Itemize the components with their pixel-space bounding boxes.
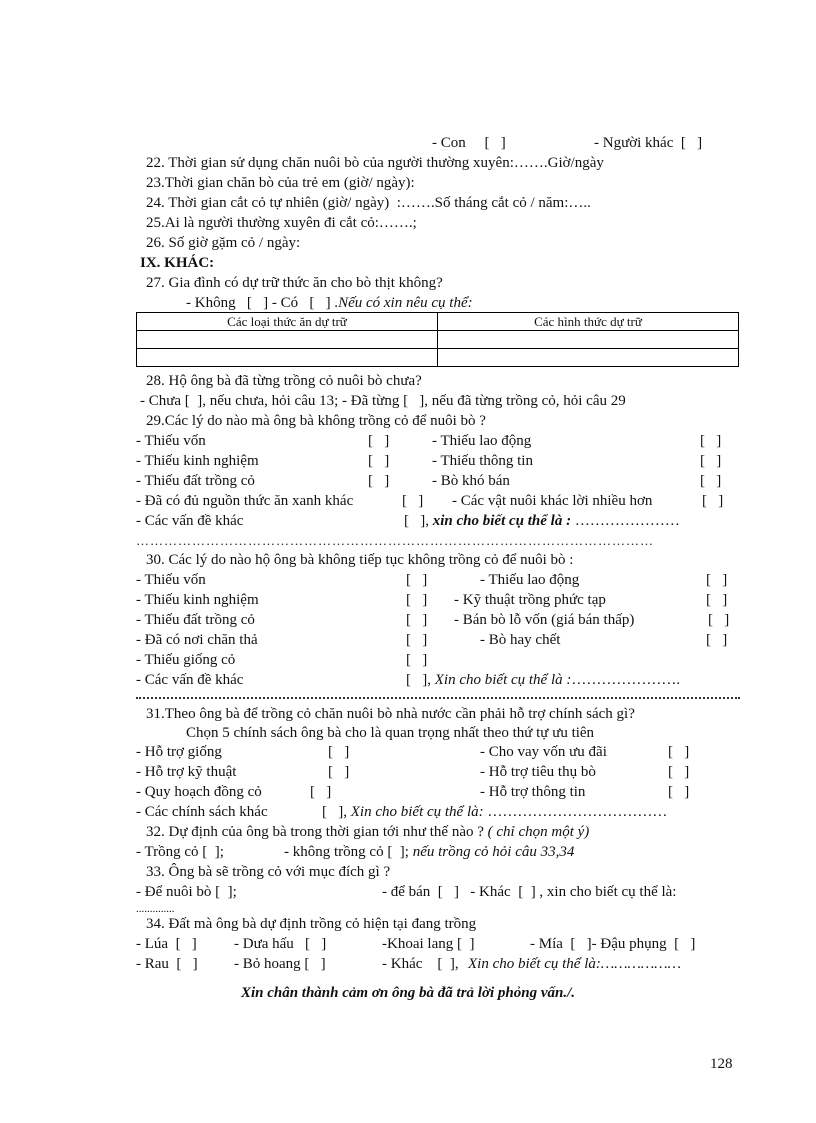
option-con: - Con [ ] xyxy=(432,135,506,151)
q33-option-1[interactable]: - Để nuôi bò [ ]; xyxy=(136,884,237,900)
q30-left-box[interactable]: [ ] xyxy=(406,612,428,628)
q31-right-label: - Hỗ trợ tiêu thụ bò xyxy=(480,764,596,780)
q29-left-box[interactable]: [ ] xyxy=(402,493,424,509)
q29-dots-line: ………………………………………………………………………………………………… xyxy=(136,533,654,548)
q29-other-note: xin cho biết cụ thể là : xyxy=(429,513,572,529)
option-nguoi-khac: - Người khác [ ] xyxy=(594,135,703,151)
page-number: 128 xyxy=(710,1056,733,1072)
q29-left-label: - Thiếu vốn xyxy=(136,433,206,449)
table-row xyxy=(137,349,739,367)
q29-left-box[interactable]: [ ] xyxy=(368,473,390,489)
q32-opt2-note: nếu trồng cỏ hỏi câu 33,34 xyxy=(412,844,575,860)
table-row xyxy=(137,331,739,349)
q30-right-box[interactable]: [ ] xyxy=(706,572,728,588)
q31-right-label: - Cho vay vốn ưu đãi xyxy=(480,744,607,760)
q34-option[interactable]: - Mía [ ]- Đậu phụng [ ] xyxy=(530,936,696,952)
section-heading: IX. KHÁC: xyxy=(140,255,215,271)
q30-right-label: - Bò hay chết xyxy=(480,632,561,648)
storage-table xyxy=(136,312,739,367)
q31-other-dots: ……………………………… xyxy=(483,804,668,820)
q30-other-label: - Các vấn đề khác xyxy=(136,672,244,688)
q31-right-box[interactable]: [ ] xyxy=(668,744,690,760)
q31-other-line xyxy=(322,803,667,821)
q32-note: ( chỉ chọn một ý) xyxy=(487,824,590,840)
q34-option[interactable]: - Dưa hấu [ ] xyxy=(234,936,327,952)
q30-left-box[interactable]: [ ] xyxy=(406,652,428,668)
q30-other-box[interactable]: [ ], xyxy=(406,672,431,688)
question-33: 33. Ông bà sẽ trồng cỏ với mục đích gì ? xyxy=(146,864,391,880)
table-header: Các hình thức dự trữ xyxy=(438,313,739,331)
question-27: 27. Gia đình có dự trữ thức ăn cho bò thịt không? xyxy=(146,275,443,291)
q32-text: 32. Dự định của ông bà trong thời gian tới như thế nào ? xyxy=(146,824,488,840)
q30-left-box[interactable]: [ ] xyxy=(406,632,428,648)
table-cell[interactable] xyxy=(137,331,438,349)
q30-right-box[interactable]: [ ] xyxy=(708,612,730,628)
q32-option-1[interactable]: - Trồng cỏ [ ]; xyxy=(136,844,224,860)
q31-left-box[interactable]: [ ] xyxy=(328,764,350,780)
question-24: 24. Thời gian cắt cỏ tự nhiên (giờ/ ngày) :…….Số tháng cắt cỏ / năm:….. xyxy=(146,195,591,211)
q30-right-box[interactable]: [ ] xyxy=(706,592,728,608)
q29-left-box[interactable]: [ ] xyxy=(368,453,390,469)
question-26: 26. Số giờ gặm cỏ / ngày: xyxy=(146,235,301,251)
q29-other-label: - Các vấn đề khác xyxy=(136,513,244,529)
question-22: 22. Thời gian sử dụng chăn nuôi bò của người thường xuyên:…….Giờ/ngày xyxy=(146,155,604,171)
q27-note: Nếu có xin nêu cụ thể: xyxy=(338,295,473,311)
q29-other-box[interactable]: [ ], xyxy=(404,513,429,529)
q29-right-label: - Thiếu thông tin xyxy=(432,453,533,469)
q30-other-line xyxy=(406,671,680,689)
question-25: 25.Ai là người thường xuyên đi cắt cỏ:…….; xyxy=(146,215,417,231)
q31-left-box[interactable]: [ ] xyxy=(310,784,332,800)
q30-right-label: - Kỹ thuật trồng phức tạp xyxy=(454,592,606,608)
q31-left-label: - Hỗ trợ kỹ thuật xyxy=(136,764,237,780)
q30-left-label: - Thiếu đất trồng cỏ xyxy=(136,612,255,628)
question-31: 31.Theo ông bà để trồng cỏ chăn nuôi bò nhà nước cần phải hỗ trợ chính sách gì? xyxy=(146,706,635,722)
q30-left-label: - Thiếu giống cỏ xyxy=(136,652,236,668)
q31-other-box[interactable]: [ ], xyxy=(322,804,347,820)
q30-right-label: - Bán bò lỗ vốn (giá bán thấp) xyxy=(454,612,635,628)
q29-right-box[interactable]: [ ] xyxy=(702,493,724,509)
q34-option[interactable]: - Lúa [ ] xyxy=(136,936,197,952)
question-32 xyxy=(146,823,589,841)
q34-option[interactable]: - Rau [ ] xyxy=(136,956,198,972)
q33-dots: .............. xyxy=(136,903,175,915)
q29-right-label: - Thiếu lao động xyxy=(432,433,532,449)
q29-left-label: - Thiếu kinh nghiệm xyxy=(136,453,259,469)
q31-right-box[interactable]: [ ] xyxy=(668,784,690,800)
table-header: Các loại thức ăn dự trữ xyxy=(137,313,438,331)
q31-left-label: - Hỗ trợ giống xyxy=(136,744,222,760)
q30-other-dots: …………………. xyxy=(571,672,681,688)
q29-right-box[interactable]: [ ] xyxy=(700,473,722,489)
q31-right-label: - Hỗ trợ thông tin xyxy=(480,784,586,800)
q31-left-label: - Quy hoạch đồng cỏ xyxy=(136,784,262,800)
q34-option[interactable]: - Khác [ ], xyxy=(382,956,459,972)
q29-right-box[interactable]: [ ] xyxy=(700,453,722,469)
q34-other-note: Xin cho biết cụ thể là:……………… xyxy=(468,956,681,972)
q34-option[interactable]: -Khoai lang [ ] xyxy=(382,936,475,952)
q30-left-box[interactable]: [ ] xyxy=(406,572,428,588)
closing-remark: Xin chân thành cảm ơn ông bà đã trả lời phỏng vấn./. xyxy=(240,985,576,1001)
q31-other-note: Xin cho biết cụ thể là: xyxy=(347,804,484,820)
question-23: 23.Thời gian chăn bò của trẻ em (giờ/ ngày): xyxy=(146,175,415,191)
q32-opt2-text: - không trồng cỏ [ ]; xyxy=(284,844,413,860)
q33-option-2[interactable]: - để bán [ ] - Khác [ ] , xin cho biết cụ thể là: xyxy=(382,884,677,900)
q30-left-label: - Thiếu vốn xyxy=(136,572,206,588)
dotted-separator xyxy=(136,697,740,699)
question-30: 30. Các lý do nào hộ ông bà không tiếp tục không trồng cỏ để nuôi bò : xyxy=(146,552,574,568)
q31-left-box[interactable]: [ ] xyxy=(328,744,350,760)
q30-right-box[interactable]: [ ] xyxy=(706,632,728,648)
q31-other-label: - Các chính sách khác xyxy=(136,804,268,820)
q32-option-2[interactable] xyxy=(284,843,574,861)
q34-option[interactable]: - Bỏ hoang [ ] xyxy=(234,956,326,972)
question-31-sub: Chọn 5 chính sách ông bà cho là quan trọng nhất theo thứ tự ưu tiên xyxy=(186,725,595,741)
q27-opts: - Không [ ] - Có [ ] . xyxy=(186,295,339,311)
q30-left-label: - Đã có nơi chăn thả xyxy=(136,632,258,648)
question-29: 29.Các lý do nào mà ông bà không trồng cỏ để nuôi bò ? xyxy=(146,413,486,429)
q29-other-line xyxy=(404,512,680,530)
q30-right-label: - Thiếu lao động xyxy=(480,572,580,588)
question-27-options xyxy=(186,294,473,312)
q30-left-box[interactable]: [ ] xyxy=(406,592,428,608)
q30-left-label: - Thiếu kinh nghiệm xyxy=(136,592,259,608)
q30-other-note: Xin cho biết cụ thể là : xyxy=(431,672,572,688)
q29-right-label: - Bò khó bán xyxy=(432,473,510,489)
q29-right-box[interactable]: [ ] xyxy=(700,433,722,449)
question-34: 34. Đất mà ông bà dự định trồng cỏ hiện tại đang trồng xyxy=(146,916,477,932)
q29-left-box[interactable]: [ ] xyxy=(368,433,390,449)
table-cell[interactable] xyxy=(137,349,438,367)
table-cell[interactable] xyxy=(438,349,739,367)
q29-right-label: - Các vật nuôi khác lời nhiều hơn xyxy=(452,493,653,509)
q29-left-label: - Thiếu đất trồng cỏ xyxy=(136,473,255,489)
table-cell[interactable] xyxy=(438,331,739,349)
q29-other-dots: ………………… xyxy=(571,513,680,529)
question-28-options: - Chưa [ ], nếu chưa, hỏi câu 13; - Đã từng [ ], nếu đã từng trồng cỏ, hỏi câu 29 xyxy=(140,393,626,409)
q31-right-box[interactable]: [ ] xyxy=(668,764,690,780)
question-28: 28. Hộ ông bà đã từng trồng cỏ nuôi bò chưa? xyxy=(146,373,422,389)
q29-left-label: - Đã có đủ nguồn thức ăn xanh khác xyxy=(136,493,354,509)
